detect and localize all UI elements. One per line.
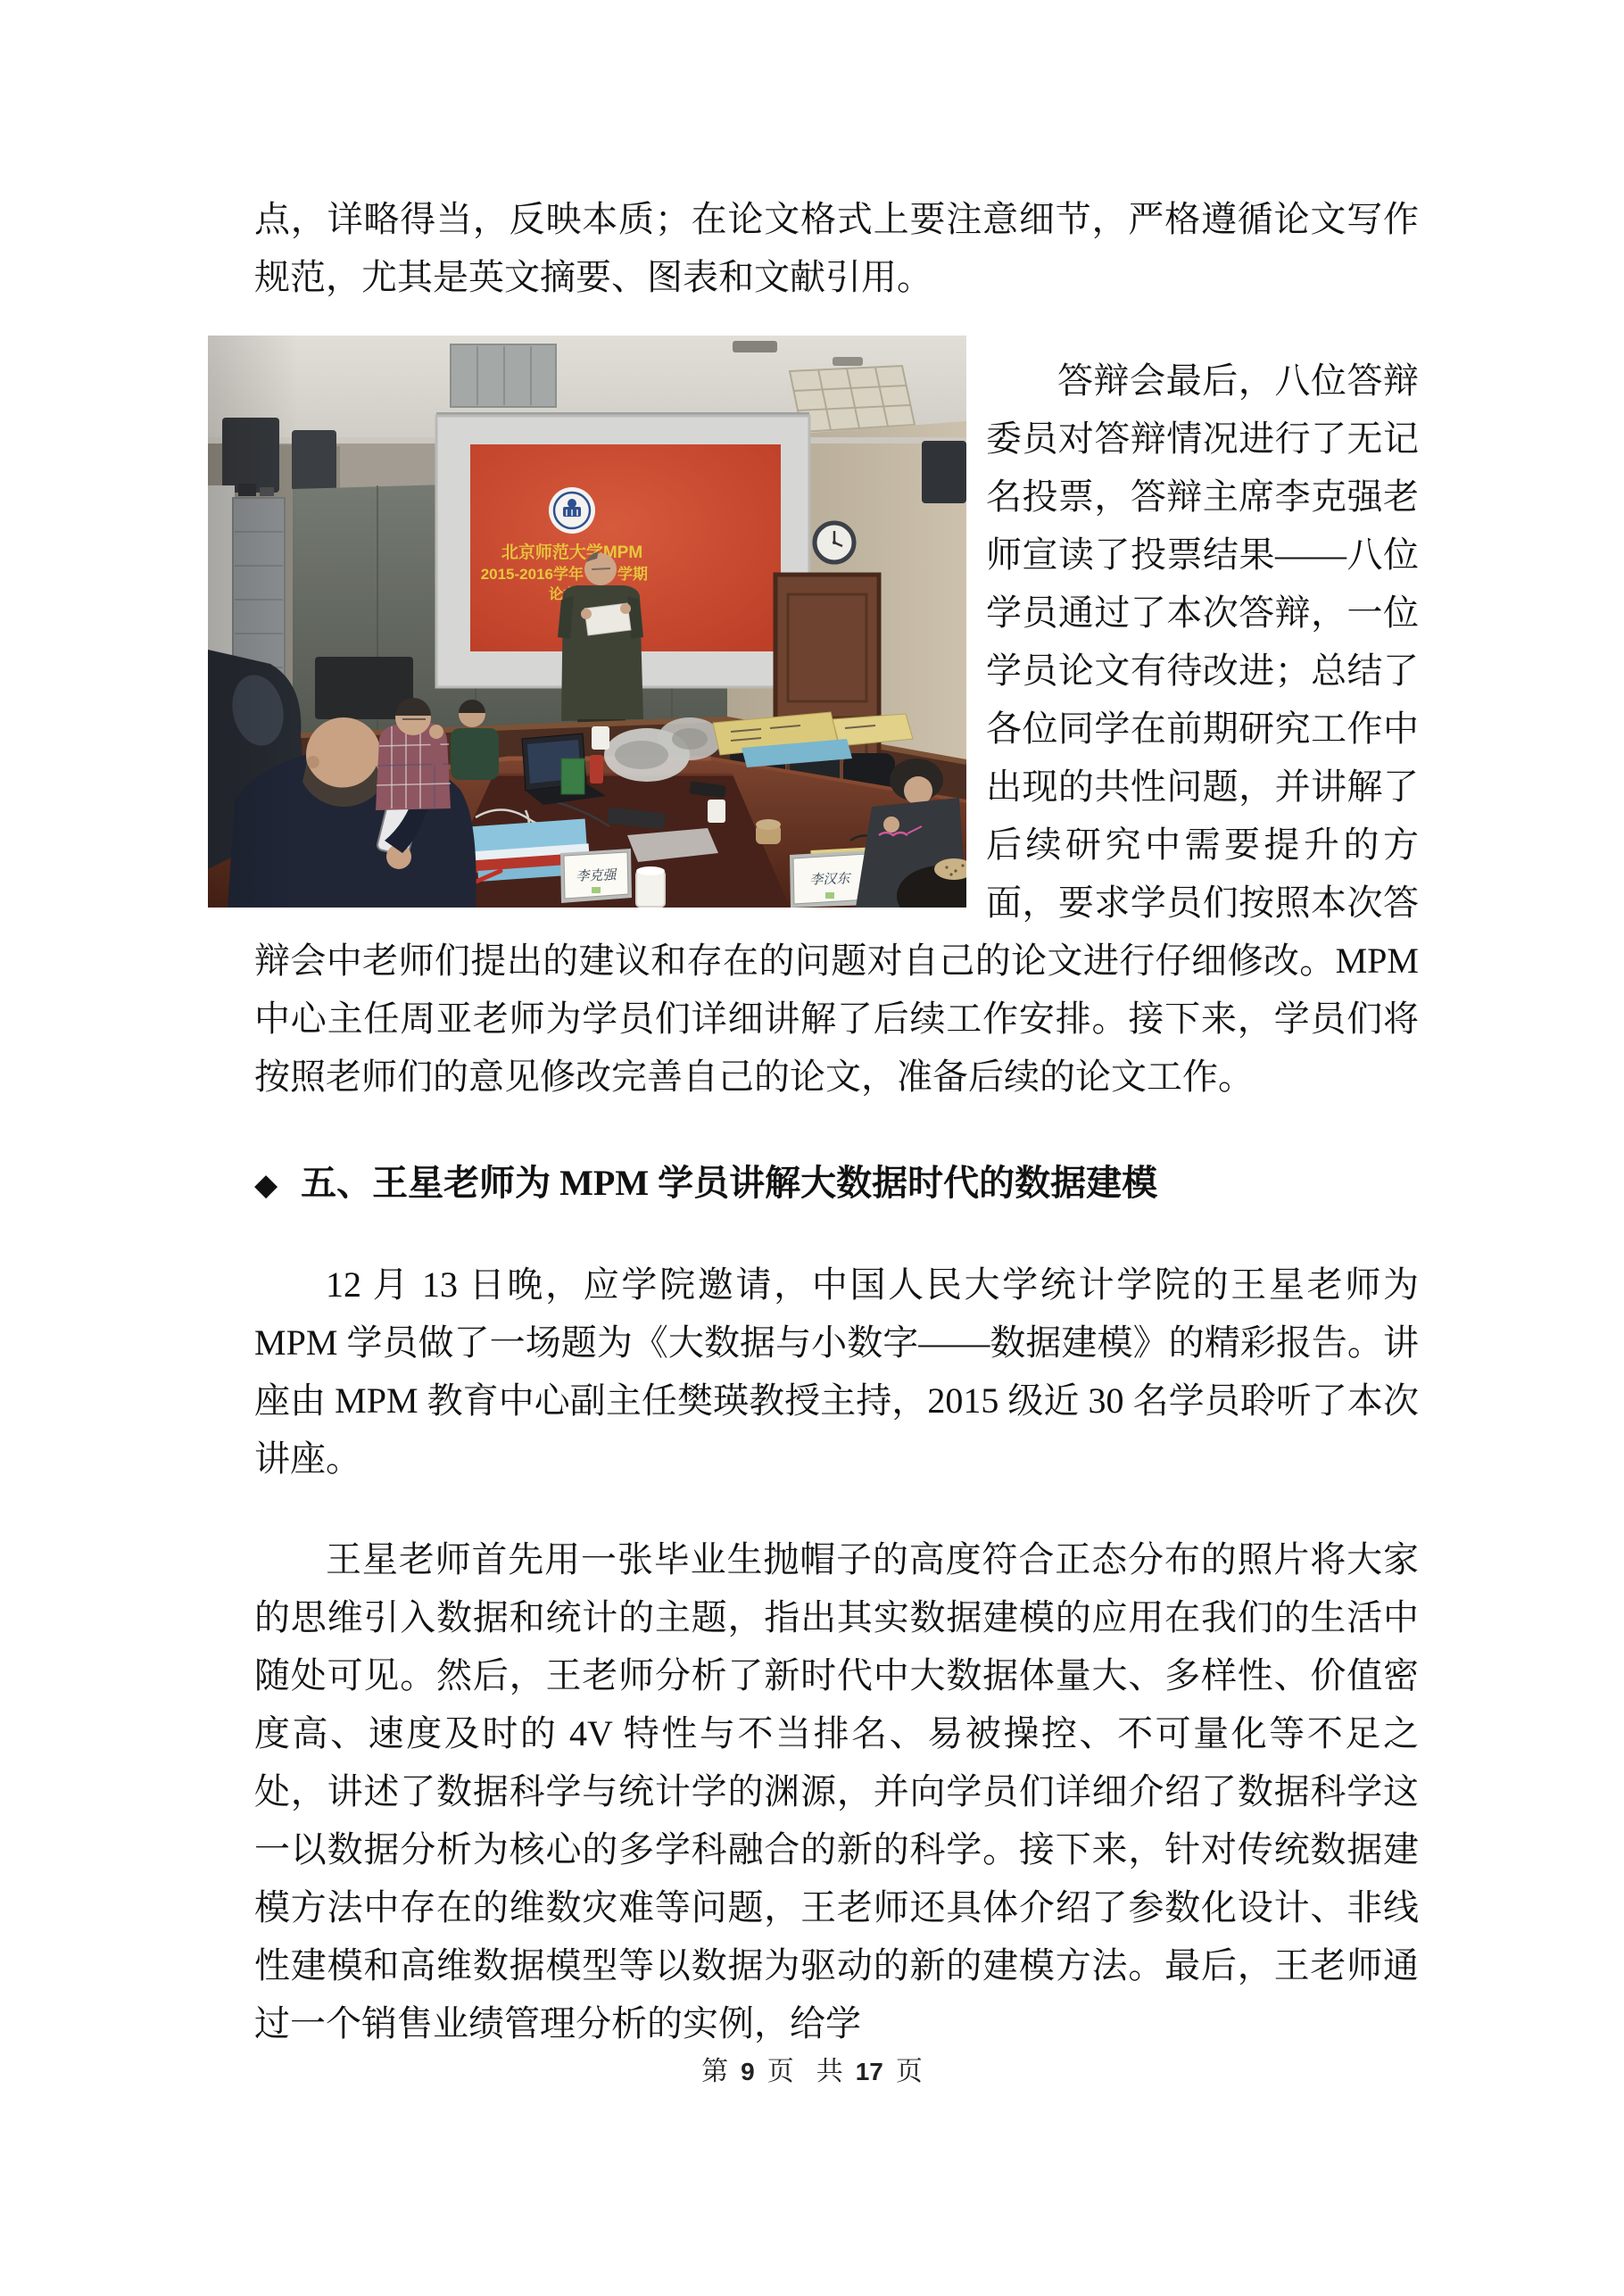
paragraph-lecture-intro: 12 月 13 日晚，应学院邀请，中国人民大学统计学院的王星老师为 MPM 学员做了一场题为《大数据与小数字——数据建模》的精彩报告。讲座由 MPM 教育中心副主任樊瑛教授主持，2015 级近 30 名学员聆听了本次讲座。 <box>254 1264 1419 1479</box>
paragraph-lecture-content: 王星老师首先用一张毕业生抛帽子的高度符合正态分布的照片将大家的思维引入数据和统计的主题，指出其实数据建模的应用在我们的生活中随处可见。然后，王老师分析了新时代中大数据体量大、多样性、价值密度高、速度及时的 4V 特性与不当排名、易被操控、不可量化等不足之处，讲述了数据科学与统计学的渊源，并向学员们详细介绍了数据科学这一以数据分析为核心的多学科融合的新的科学。接下来，针对传统数据建模方法中存在的维数灾难等问题，王老师还具体介绍了参数化设计、非线性建模和高维数据模型等以数据为驱动的新的建模方法。最后，王老师通过一个销售业绩管理分析的实例，给学 <box>254 1539 1419 2043</box>
photo-vignette <box>208 336 966 908</box>
footer-page-number: 9 <box>741 2058 755 2085</box>
diamond-bullet-icon: ◆ <box>254 1167 278 1203</box>
section-heading <box>254 1154 1419 1214</box>
section-heading-text: 五、王星老师为 MPM 学员讲解大数据时代的数据建模 <box>301 1163 1158 1203</box>
paragraph-thesis-format: 点，详略得当，反映本质；在论文格式上要注意细节，严格遵循论文写作规范，尤其是英文摘要、图表和文献引用。 <box>254 199 1419 297</box>
paragraph-defense-result: 答辩会最后，八位答辩委员对答辩情况进行了无记名投票，答辩主席李克强老师宣读了投票结果——八位学员通过了本次答辩，一位学员论文有待改进；总结了各位同学在前期研究工作中出现的共性问题，并讲解了后续研究中需要提升的方面，要求学员们按照本次答辩会中老师们提出的建议和存在的问题对自己的论文进行仔细修改。MPM 中心主任周亚老师为学员们详细讲解了后续工作安排。接下来，学员们将按照老师们的意见修改完善自己的论文，准备后续的论文工作。 <box>254 361 1419 1097</box>
meeting-room-illustration <box>208 336 966 908</box>
footer-label-ye1: 页 <box>766 2057 794 2086</box>
footer-label-di: 第 <box>701 2057 729 2086</box>
footer-label-ye2: 页 <box>895 2057 923 2086</box>
meeting-photo <box>208 336 966 908</box>
page-footer <box>0 2049 1624 2088</box>
footer-total-pages: 17 <box>855 2058 883 2085</box>
footer-label-gong: 共 <box>816 2057 843 2086</box>
